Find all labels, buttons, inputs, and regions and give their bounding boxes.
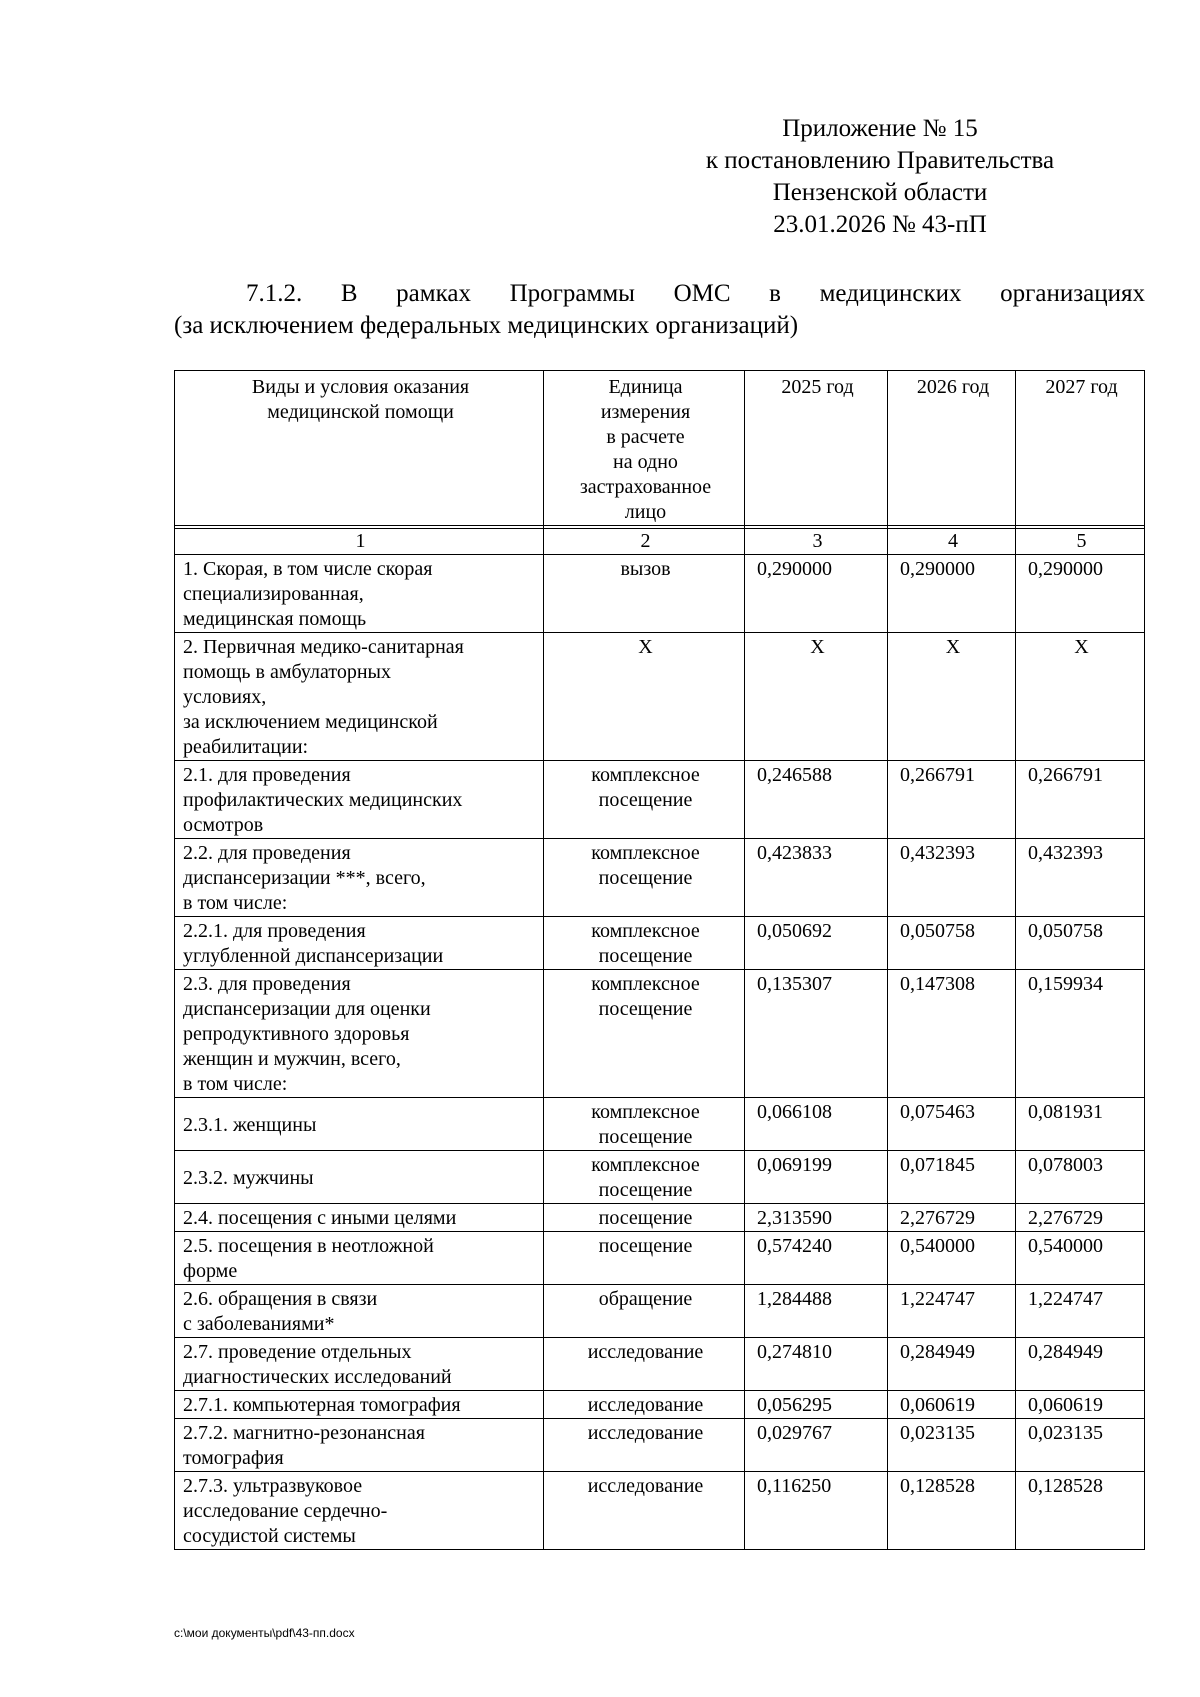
unit-cell: исследование: [544, 1472, 745, 1550]
value-2025-cell: 0,066108: [745, 1098, 888, 1151]
value-2026-cell: 0,540000: [888, 1232, 1016, 1285]
table-row: [175, 839, 1145, 917]
care-type-cell: 2.3. для проведения диспансеризации для оценки репродуктивного здоровья женщин и мужчин, всего, в том числе:: [175, 970, 544, 1098]
value-2027-cell: 0,081931: [1016, 1098, 1145, 1151]
value-2026-cell: 0,290000: [888, 555, 1016, 633]
table-row: [175, 917, 1145, 970]
column-header-2027: 2027 год: [1016, 371, 1145, 526]
care-type-cell: 2.7.2. магнитно-резонансная томография: [175, 1419, 544, 1472]
value-2026-cell: 0,060619: [888, 1391, 1016, 1419]
table-row: [175, 633, 1145, 761]
column-number: 2: [544, 529, 745, 555]
unit-cell: комплексное посещение: [544, 1098, 745, 1151]
value-2026-cell: 0,284949: [888, 1338, 1016, 1391]
appendix-region: Пензенской области: [772, 179, 988, 206]
value-2027-cell: 0,078003: [1016, 1151, 1145, 1204]
value-2026-cell: Х: [888, 633, 1016, 761]
value-2027-cell: Х: [1016, 633, 1145, 761]
unit-cell: исследование: [544, 1338, 745, 1391]
column-header-unit: Единица измерения в расчете на одно застрахованное лицо: [544, 371, 745, 526]
unit-cell: комплексное посещение: [544, 761, 745, 839]
value-2025-cell: 0,135307: [745, 970, 888, 1098]
value-2025-cell: 0,423833: [745, 839, 888, 917]
value-2026-cell: 0,071845: [888, 1151, 1016, 1204]
section-heading-continued: (за исключением федеральных медицинских организаций): [174, 312, 799, 339]
value-2026-cell: 0,266791: [888, 761, 1016, 839]
file-path-footer: c:\мои документы\pdf\43-пп.docx: [174, 1626, 355, 1640]
column-number: 1: [175, 529, 544, 555]
care-type-cell: 2.2. для проведения диспансеризации ***, всего, в том числе:: [175, 839, 544, 917]
unit-cell: Х: [544, 633, 745, 761]
appendix-title: Приложение № 15: [782, 115, 978, 142]
care-type-cell: 2. Первичная медико-санитарная помощь в амбулаторных условиях, за исключением медицинской реабилитации:: [175, 633, 544, 761]
value-2027-cell: 0,432393: [1016, 839, 1145, 917]
section-heading: 7.1.2. В рамках Программы ОМС в медицинских организациях: [246, 280, 1145, 307]
value-2027-cell: 1,224747: [1016, 1285, 1145, 1338]
unit-cell: исследование: [544, 1391, 745, 1419]
value-2025-cell: 0,290000: [745, 555, 888, 633]
appendix-reference: к постановлению Правительства: [705, 147, 1055, 174]
value-2026-cell: 0,050758: [888, 917, 1016, 970]
table-row: [175, 1151, 1145, 1204]
value-2025-cell: 0,050692: [745, 917, 888, 970]
value-2026-cell: 1,224747: [888, 1285, 1016, 1338]
care-type-cell: 1. Скорая, в том числе скорая специализированная, медицинская помощь: [175, 555, 544, 633]
value-2026-cell: 0,128528: [888, 1472, 1016, 1550]
value-2025-cell: 0,116250: [745, 1472, 888, 1550]
value-2027-cell: 0,128528: [1016, 1472, 1145, 1550]
table-row: [175, 1232, 1145, 1285]
table-row: [175, 1285, 1145, 1338]
unit-cell: комплексное посещение: [544, 917, 745, 970]
appendix-date-number: 23.01.2026 № 43-пП: [773, 211, 987, 238]
table-row: [175, 1338, 1145, 1391]
column-number: 5: [1016, 529, 1145, 555]
value-2025-cell: 0,029767: [745, 1419, 888, 1472]
appendix-header: [640, 113, 1120, 241]
table-row: [175, 970, 1145, 1098]
value-2027-cell: 2,276729: [1016, 1204, 1145, 1232]
table-row: [175, 1419, 1145, 1472]
care-type-cell: 2.2.1. для проведения углубленной диспансеризации: [175, 917, 544, 970]
value-2026-cell: 0,023135: [888, 1419, 1016, 1472]
care-type-cell: 2.7. проведение отдельных диагностических исследований: [175, 1338, 544, 1391]
value-2025-cell: 0,069199: [745, 1151, 888, 1204]
unit-cell: комплексное посещение: [544, 1151, 745, 1204]
value-2025-cell: 0,056295: [745, 1391, 888, 1419]
value-2027-cell: 0,060619: [1016, 1391, 1145, 1419]
unit-cell: обращение: [544, 1285, 745, 1338]
value-2027-cell: 0,266791: [1016, 761, 1145, 839]
column-header-2026: 2026 год: [888, 371, 1016, 526]
value-2025-cell: 1,284488: [745, 1285, 888, 1338]
value-2027-cell: 0,284949: [1016, 1338, 1145, 1391]
value-2026-cell: 0,432393: [888, 839, 1016, 917]
value-2025-cell: 0,246588: [745, 761, 888, 839]
value-2027-cell: 0,540000: [1016, 1232, 1145, 1285]
table-row: [175, 1391, 1145, 1419]
column-header-care-type: Виды и условия оказания медицинской помощи: [175, 371, 544, 526]
value-2025-cell: 0,274810: [745, 1338, 888, 1391]
column-number: 4: [888, 529, 1016, 555]
care-type-cell: 2.7.1. компьютерная томография: [175, 1391, 544, 1419]
value-2027-cell: 0,050758: [1016, 917, 1145, 970]
care-type-cell: 2.7.3. ультразвуковое исследование сердечно- сосудистой системы: [175, 1472, 544, 1550]
value-2026-cell: 0,075463: [888, 1098, 1016, 1151]
care-type-cell: 2.3.1. женщины: [175, 1098, 544, 1151]
omc-volume-table: [174, 370, 1145, 1550]
table-row: [175, 761, 1145, 839]
care-type-cell: 2.1. для проведения профилактических медицинских осмотров: [175, 761, 544, 839]
table-row: [175, 1472, 1145, 1550]
section-intro: [174, 278, 1145, 342]
unit-cell: посещение: [544, 1232, 745, 1285]
care-type-cell: 2.5. посещения в неотложной форме: [175, 1232, 544, 1285]
unit-cell: исследование: [544, 1419, 745, 1472]
care-type-cell: 2.6. обращения в связи с заболеваниями*: [175, 1285, 544, 1338]
value-2025-cell: Х: [745, 633, 888, 761]
table-row: [175, 1204, 1145, 1232]
value-2025-cell: 2,313590: [745, 1204, 888, 1232]
care-type-cell: 2.4. посещения с иными целями: [175, 1204, 544, 1232]
column-header-2025: 2025 год: [745, 371, 888, 526]
care-type-cell: 2.3.2. мужчины: [175, 1151, 544, 1204]
unit-cell: посещение: [544, 1204, 745, 1232]
unit-cell: вызов: [544, 555, 745, 633]
unit-cell: комплексное посещение: [544, 839, 745, 917]
unit-cell: комплексное посещение: [544, 970, 745, 1098]
value-2026-cell: 2,276729: [888, 1204, 1016, 1232]
table-row: [175, 1098, 1145, 1151]
table-row: [175, 555, 1145, 633]
value-2027-cell: 0,023135: [1016, 1419, 1145, 1472]
value-2025-cell: 0,574240: [745, 1232, 888, 1285]
value-2027-cell: 0,159934: [1016, 970, 1145, 1098]
value-2027-cell: 0,290000: [1016, 555, 1145, 633]
value-2026-cell: 0,147308: [888, 970, 1016, 1098]
column-number: 3: [745, 529, 888, 555]
column-number-row: [175, 529, 1145, 555]
table-header-row: [175, 371, 1145, 526]
